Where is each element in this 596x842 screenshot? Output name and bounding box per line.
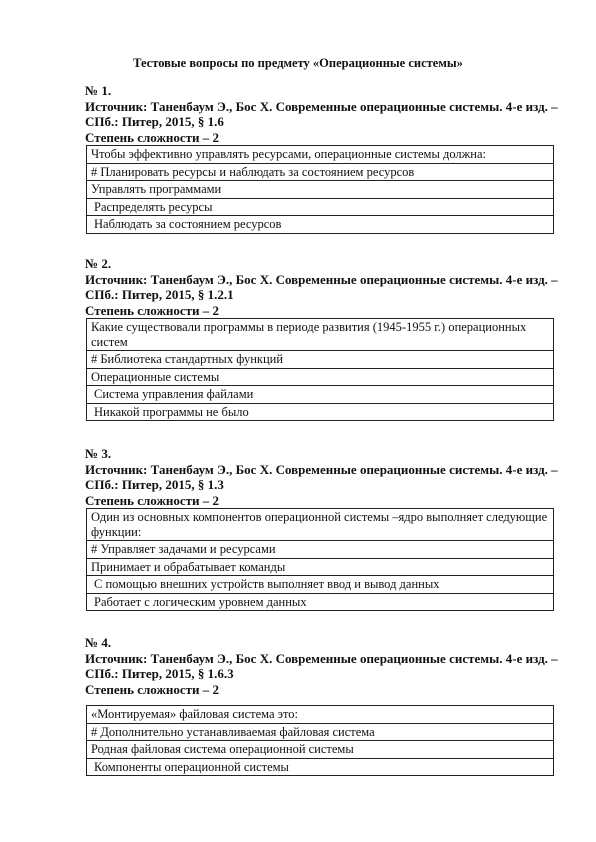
question-text-row xyxy=(87,146,554,164)
question-4 xyxy=(85,635,559,776)
answer-row-correct xyxy=(87,541,554,559)
answer-option: # Дополнительно устанавливаемая файловая система xyxy=(87,723,554,741)
answer-row xyxy=(87,558,554,576)
question-text-row xyxy=(87,509,554,541)
question-number: № 4. xyxy=(85,635,112,650)
answer-option: Компоненты операционной системы xyxy=(87,758,554,776)
answer-row xyxy=(87,368,554,386)
answer-option: Управлять программами xyxy=(87,181,554,199)
question-text-row xyxy=(87,706,554,724)
answer-row-correct xyxy=(87,163,554,181)
answer-option: Операционные системы xyxy=(87,368,554,386)
answer-option: # Планировать ресурсы и наблюдать за состоянием ресурсов xyxy=(87,163,554,181)
answers-table xyxy=(86,318,554,421)
question-text-row xyxy=(87,319,554,351)
question-text: Чтобы эффективно управлять ресурсами, операционные системы должна: xyxy=(87,146,554,164)
answer-option: Работает с логическим уровнем данных xyxy=(87,593,554,611)
answers-table xyxy=(86,508,554,611)
answer-option: # Управляет задачами и ресурсами xyxy=(87,541,554,559)
question-difficulty: Степень сложности – 2 xyxy=(85,302,220,318)
question-text: «Монтируемая» файловая система это: xyxy=(87,706,554,724)
answer-row xyxy=(87,741,554,759)
question-difficulty: Степень сложности – 2 xyxy=(85,681,220,697)
question-text: Один из основных компонентов операционной системы –ядро выполняет следующие функции: xyxy=(87,509,554,541)
answer-option: Система управления файлами xyxy=(87,386,554,404)
answer-row-correct xyxy=(87,351,554,369)
answer-option: # Библиотека стандартных функций xyxy=(87,351,554,369)
question-source: Источник: Таненбаум Э., Бос Х. Современные операционные системы. 4-е изд. – СПб.: Питер, 2015, § 1.3 xyxy=(85,461,558,492)
question-difficulty: Степень сложности – 2 xyxy=(85,492,220,508)
answer-row xyxy=(87,593,554,611)
question-number: № 2. xyxy=(85,256,112,271)
question-source: Источник: Таненбаум Э., Бос Х. Современные операционные системы. 4-е изд. – СПб.: Питер, 2015, § 1.6.3 xyxy=(85,650,558,681)
question-3 xyxy=(85,446,559,611)
question-number: № 3. xyxy=(85,446,112,461)
answer-row xyxy=(87,216,554,234)
answers-table xyxy=(86,145,554,234)
answer-row xyxy=(87,403,554,421)
answer-row-correct xyxy=(87,723,554,741)
answer-option: Наблюдать за состоянием ресурсов xyxy=(87,216,554,234)
answer-option: Родная файловая система операционной системы xyxy=(87,741,554,759)
question-number: № 1. xyxy=(85,83,112,98)
answer-option: Распределять ресурсы xyxy=(87,198,554,216)
answer-row xyxy=(87,386,554,404)
question-source: Источник: Таненбаум Э., Бос Х. Современные операционные системы. 4-е изд. – СПб.: Питер, 2015, § 1.2.1 xyxy=(85,271,558,302)
question-2 xyxy=(85,256,559,421)
answers-table xyxy=(86,705,554,776)
answer-option: Никакой программы не было xyxy=(87,403,554,421)
answer-option: Принимает и обрабатывает команды xyxy=(87,558,554,576)
answer-option: С помощью внешних устройств выполняет ввод и вывод данных xyxy=(87,576,554,594)
answer-row xyxy=(87,576,554,594)
page-title: Тестовые вопросы по предмету «Операционные системы» xyxy=(133,56,463,70)
question-source: Источник: Таненбаум Э., Бос Х. Современные операционные системы. 4-е изд. – СПб.: Питер, 2015, § 1.6 xyxy=(85,98,558,129)
question-difficulty: Степень сложности – 2 xyxy=(85,129,220,145)
question-text: Какие существовали программы в периоде развития (1945-1955 г.) операционных систем xyxy=(87,319,554,351)
answer-row xyxy=(87,181,554,199)
answer-row xyxy=(87,758,554,776)
question-1 xyxy=(85,83,559,234)
answer-row xyxy=(87,198,554,216)
